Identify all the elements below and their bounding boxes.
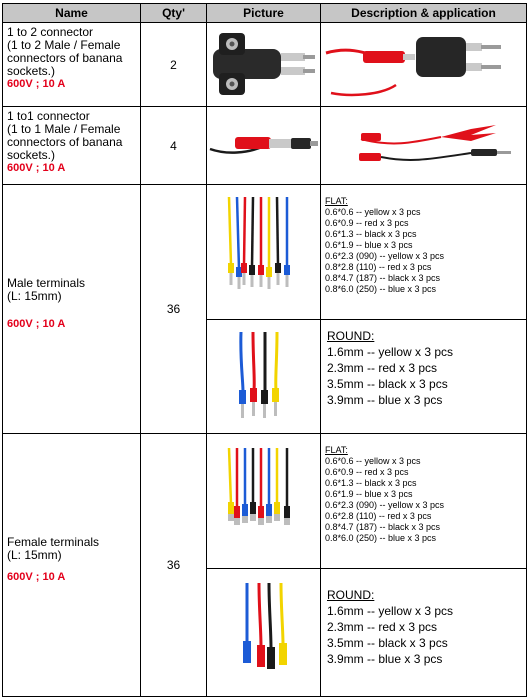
spec-line: 0.8*4.7 (187) -- black x 3 pcs <box>325 522 441 532</box>
row-1-qty: 2 <box>140 22 207 107</box>
row-3-round-title: ROUND: <box>327 329 375 343</box>
row-3-flat-picture <box>206 184 321 320</box>
row-2-picture <box>206 106 321 185</box>
row-3-name-line: Male terminals <box>7 276 86 290</box>
row-3-qty: 36 <box>140 184 207 434</box>
row-2-name-line: 1 to1 connector <box>7 109 90 123</box>
row-1-rating: 600V ; 10 A <box>7 78 66 90</box>
row-4-round-picture <box>206 568 321 697</box>
row-2-description-image <box>320 106 527 185</box>
row-1-name-line: (1 to 2 Male / Female <box>7 38 121 52</box>
spec-line: 1.6mm -- yellow x 3 pcs <box>327 604 454 618</box>
spec-line: 3.9mm -- blue x 3 pcs <box>327 393 443 407</box>
spec-line: 0.8*2.8 (110) -- red x 3 pcs <box>325 262 432 272</box>
row-2-name-line: sockets.) <box>7 148 56 162</box>
female-flat-terminals-image <box>207 434 320 568</box>
spec-line: 0.6*0.6 -- yellow x 3 pcs <box>325 456 421 466</box>
row-2-name-line: (1 to 1 Male / Female <box>7 122 121 136</box>
spec-line: 0.6*2.3 (090) -- yellow x 3 pcs <box>325 251 445 261</box>
row-3-flat-spec <box>320 184 527 320</box>
row-4-flat-title: FLAT: <box>325 445 348 455</box>
row-4-name-cell <box>2 433 141 697</box>
row-3-rating: 600V ; 10 A <box>7 318 66 330</box>
header-qty: Qty' <box>140 3 207 23</box>
row-2-rating: 600V ; 10 A <box>7 162 66 174</box>
spec-line: 3.9mm -- blue x 3 pcs <box>327 652 443 666</box>
spec-line: 2.3mm -- red x 3 pcs <box>327 620 438 634</box>
spec-line: 3.5mm -- black x 3 pcs <box>327 377 448 391</box>
male-flat-terminals-image <box>207 185 320 319</box>
spec-line: 3.5mm -- black x 3 pcs <box>327 636 448 650</box>
row-4-flat-picture <box>206 433 321 569</box>
spec-line: 0.6*1.9 -- blue x 3 pcs <box>325 240 413 250</box>
spec-line: 0.6*1.9 -- blue x 3 pcs <box>325 489 413 499</box>
connector-with-leads-image <box>321 23 526 106</box>
one-to-two-connector-image <box>207 23 320 106</box>
row-4-qty: 36 <box>140 433 207 697</box>
row-4-round-title: ROUND: <box>327 588 375 602</box>
row-2-name-line: connectors of banana <box>7 135 123 149</box>
row-4-round-spec <box>320 568 527 697</box>
row-3-round-picture <box>206 319 321 434</box>
row-3-name-cell <box>2 184 141 434</box>
spec-line: 0.6*1.3 -- black x 3 pcs <box>325 229 417 239</box>
row-2-qty: 4 <box>140 106 207 185</box>
spec-line: 0.6*0.9 -- red x 3 pcs <box>325 218 409 228</box>
row-4-name-line: Female terminals <box>7 535 100 549</box>
row-3-name-line: (L: 15mm) <box>7 289 62 303</box>
spec-line: 0.6*1.3 -- black x 3 pcs <box>325 478 417 488</box>
row-1-name-line: 1 to 2 connector <box>7 25 94 39</box>
row-1-name-line: sockets.) <box>7 64 56 78</box>
row-1-picture <box>206 22 321 107</box>
header-picture: Picture <box>206 3 321 23</box>
spec-line: 0.8*6.0 (250) -- blue x 3 pcs <box>325 284 437 294</box>
header-name: Name <box>2 3 141 23</box>
spec-line: 0.6*2.8 (110) -- red x 3 pcs <box>325 511 432 521</box>
row-1-name-cell <box>2 22 141 107</box>
row-4-flat-spec <box>320 433 527 569</box>
row-2-name-cell <box>2 106 141 185</box>
row-1-name-line: connectors of banana <box>7 51 123 65</box>
row-3-round-spec <box>320 319 527 434</box>
spec-line: 0.6*0.9 -- red x 3 pcs <box>325 467 409 477</box>
test-lead-clips-image <box>321 107 526 184</box>
row-4-name-line: (L: 15mm) <box>7 548 62 562</box>
spec-line: 0.6*0.6 -- yellow x 3 pcs <box>325 207 421 217</box>
spec-line: 0.6*2.3 (090) -- yellow x 3 pcs <box>325 500 445 510</box>
one-to-one-connector-image <box>207 107 320 184</box>
product-table <box>2 3 527 697</box>
spec-line: 2.3mm -- red x 3 pcs <box>327 361 438 375</box>
male-round-terminals-image <box>207 320 320 433</box>
row-3-flat-title: FLAT: <box>325 196 348 206</box>
row-1-description-image <box>320 22 527 107</box>
spec-line: 0.8*6.0 (250) -- blue x 3 pcs <box>325 533 437 543</box>
row-4-rating: 600V ; 10 A <box>7 571 66 583</box>
header-description: Description & application <box>320 3 527 23</box>
female-round-terminals-image <box>207 569 320 696</box>
spec-line: 1.6mm -- yellow x 3 pcs <box>327 345 454 359</box>
spec-line: 0.8*4.7 (187) -- black x 3 pcs <box>325 273 441 283</box>
